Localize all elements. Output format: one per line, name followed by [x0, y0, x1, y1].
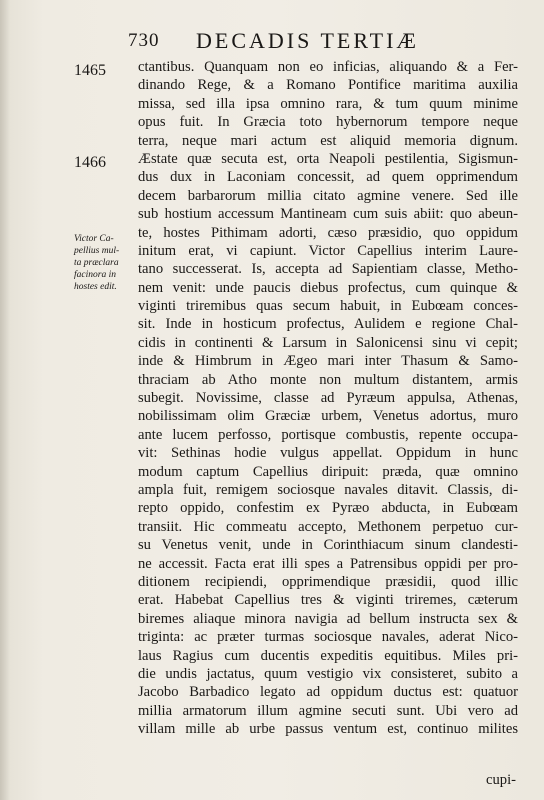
- margin-note-line: Victor Ca-: [74, 234, 114, 244]
- text-line: transiit. Hic commeatu accepto, Methonem perpetuo cur-: [138, 518, 518, 535]
- text-line: nobilissimam olim Græciæ urbem, Venetus adortus, muro: [138, 408, 518, 425]
- text-line: ne accessit. Facta erat illi spes a Patrensibus oppidi per pro-: [138, 555, 518, 572]
- running-head: [128, 28, 518, 52]
- margin-note: [74, 233, 134, 293]
- text-line: millia armatorum illum agmine secuti sunt. Ubi vero ad: [138, 702, 518, 719]
- text-line: Æstate quæ secuta est, orta Neapoli pestilentia, Sigismun-: [138, 150, 518, 167]
- text-line: Jacobo Barbadico legato ad oppidum ductus est: quatuor: [138, 684, 518, 701]
- text-line: nem venit: unde paucis diebus profectus, cum quinque &: [138, 279, 518, 296]
- margin-year-1466: 1466: [74, 154, 106, 171]
- text-line: thraciam ab Atho monte non multum distantem, armis: [138, 371, 518, 388]
- text-line: modum captum Capellius diripuit: præda, quæ omnino: [138, 463, 518, 480]
- body-text: [138, 58, 518, 738]
- text-line: vit: Sethinas hodie vulgus appellat. Oppidum in hunc: [138, 445, 518, 462]
- text-line: sit. Inde in hosticum profectus, Aulidem e regione Chal-: [138, 316, 518, 333]
- text-line: dinando Rege, & a Romano Pontifice maritima auxilia: [138, 77, 518, 94]
- page-number: 730: [128, 30, 160, 51]
- running-head-title: DECADIS TERTIÆ: [196, 28, 419, 53]
- text-line: decem barbarorum millia citato agmine venere. Sed ille: [138, 187, 518, 204]
- text-line: inde & Himbrum in Ægeo mari inter Thasum & Samo-: [138, 353, 518, 370]
- text-line: villam mille ab urbe passus ventum est, continuo milites: [138, 721, 518, 738]
- text-line: subegit. Novissime, classe ad Pyræum appulsa, Athenas,: [138, 390, 518, 407]
- text-line: repto oppido, confestim ex Pyræo abducta, in Eubœam: [138, 500, 518, 517]
- text-line: ampla fuit, remigem sociosque navales ditavit. Classis, di-: [138, 481, 518, 498]
- text-line: ante lucem perfosso, portisque combustis, repente occupa-: [138, 426, 518, 443]
- text-line: ctantibus. Quanquam non eo inficias, aliquando & a Fer-: [138, 59, 518, 75]
- text-line: laus Ragius cum ducentis expeditis equitibus. Miles pri-: [138, 647, 518, 664]
- text-line: die undis jactatus, quum vestigio vix consisteret, subito a: [138, 665, 518, 682]
- text-line: missa, sed illa ipsa omnino rara, & tum quum minime: [138, 95, 518, 112]
- text-line: te, hostes Pithimam adorti, cæso præsidio, quo oppidum: [138, 224, 518, 241]
- text-line: biremes aliaque minora navigia ad bellum instructa sex &: [138, 610, 518, 627]
- text-line: opus fuit. In Græcia toto hybernorum tempore neque: [138, 114, 518, 131]
- text-line: triginta: ac præter turmas sociosque navales, aderat Nico-: [138, 629, 518, 646]
- text-line: viginti triremibus quas secum habuit, in Eubœam conces-: [138, 298, 518, 315]
- text-line: erat. Habebat Capellius tres & viginti triremes, cæterum: [138, 592, 518, 609]
- page-gutter-shadow: [0, 0, 10, 800]
- text-line: sub hostium accessum Mantineam cum suis abiit: quo abeun-: [138, 206, 518, 223]
- catchword: cupi-: [486, 772, 516, 788]
- text-line: cidis in continenti & Larsum in Salonicensi sinu vi cepit;: [138, 334, 518, 351]
- margin-note-line: ta præclara: [74, 258, 119, 268]
- margin-note-line: hostes edit.: [74, 282, 117, 292]
- margin-year-1465: 1465: [74, 62, 106, 79]
- text-line: terra, neque mari actum est aliquid memoria dignum.: [138, 132, 518, 149]
- text-line: su Venetus venit, unde in Corinthiacum sinum clandesti-: [138, 537, 518, 554]
- text-line: ditionem recipiendi, opprimendique præsidii, quod illic: [138, 573, 518, 590]
- text-line: dus dux in Laconiam concessit, ad quem opprimendum: [138, 169, 518, 186]
- margin-note-line: facinora in: [74, 270, 116, 280]
- margin-note-line: pellius mul-: [74, 246, 120, 256]
- text-line: initum erat, vi capiunt. Victor Capellius interim Laure-: [138, 242, 518, 259]
- text-line: tano successerat. Is, accepta ad Sapientiam classe, Metho-: [138, 261, 518, 278]
